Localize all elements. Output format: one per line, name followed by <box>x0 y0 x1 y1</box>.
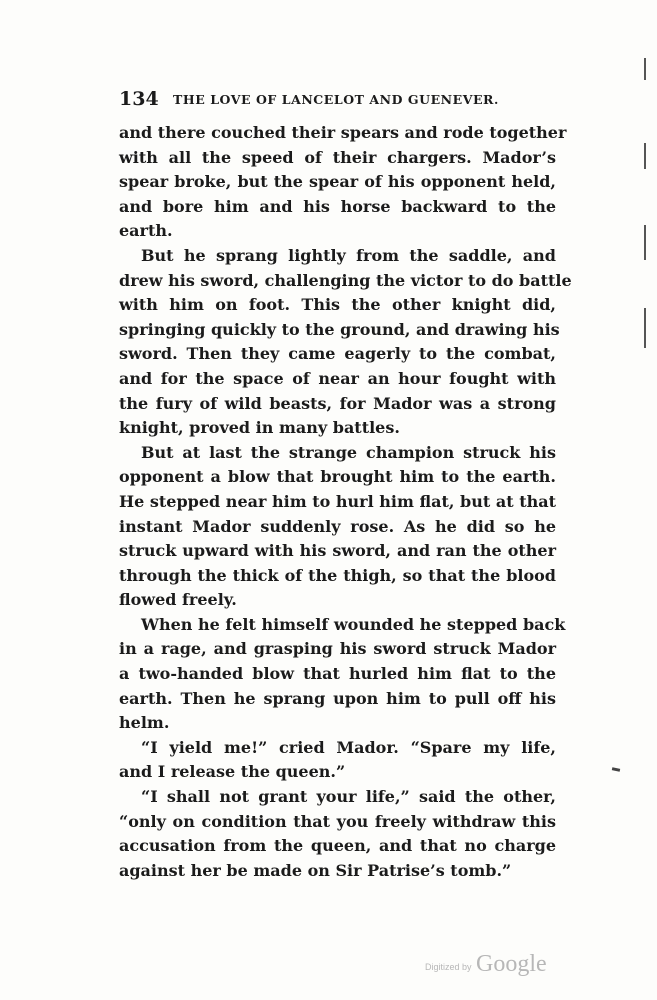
text-line: and bore him and his horse backward to the <box>119 196 556 216</box>
text-line: through the thick of the thigh, so that the blood <box>119 565 556 585</box>
text-line: He stepped near him to hurl him flat, but at that <box>119 491 556 511</box>
text-line: spear broke, but the spear of his opponent held, <box>119 172 556 192</box>
text-line: “I yield me!” cried Mador. “Spare my life, <box>141 737 556 757</box>
text-line: “only on condition that you freely withdraw this <box>119 811 556 831</box>
running-title: THE LOVE OF LANCELOT AND GUENEVER. <box>173 92 499 107</box>
text-line: the fury of wild beasts, for Mador was a strong <box>119 393 556 413</box>
body-text <box>119 121 572 883</box>
google-logo: Google <box>476 951 547 977</box>
text-line: struck upward with his sword, and ran the other <box>119 541 556 561</box>
text-line: in a rage, and grasping his sword struck Mador <box>119 639 556 659</box>
text-line: accusation from the queen, and that no charge <box>119 836 556 856</box>
text-line: opponent a blow that brought him to the earth. <box>119 467 556 487</box>
text-line: earth. <box>119 221 173 241</box>
scan-margin-mark <box>644 225 646 260</box>
scan-margin-mark <box>644 143 646 169</box>
text-line: sword. Then they came eagerly to the combat, <box>119 344 556 364</box>
scan-margin-dash <box>612 767 620 772</box>
text-line: against her be made on Sir Patrise’s tomb.” <box>119 860 512 880</box>
text-line: drew his sword, challenging the victor to do battle <box>119 270 572 290</box>
text-line: a two-handed blow that hurled him flat to the <box>119 664 556 684</box>
text-line: helm. <box>119 713 170 733</box>
scan-margin-mark <box>644 308 646 348</box>
page-number: 134 <box>119 88 159 110</box>
digitized-by-google-watermark <box>425 950 565 980</box>
watermark-small-text: Digitized by <box>425 962 472 972</box>
text-line: But he sprang lightly from the saddle, and <box>141 245 556 265</box>
text-line: and there couched their spears and rode together <box>119 123 567 142</box>
running-header <box>119 86 539 112</box>
text-line: and for the space of near an hour fought with <box>119 368 556 388</box>
text-line: When he felt himself wounded he stepped back <box>141 614 566 634</box>
scan-margin-mark <box>644 58 646 80</box>
text-line: springing quickly to the ground, and drawing his <box>119 319 560 339</box>
text-line: with all the speed of their chargers. Mador’s <box>119 147 556 167</box>
text-line: with him on foot. This the other knight did, <box>119 295 556 315</box>
text-line: “I shall not grant your life,” said the other, <box>141 787 556 807</box>
text-line: knight, proved in many battles. <box>119 418 400 438</box>
text-line: earth. Then he sprang upon him to pull off his <box>119 688 556 708</box>
text-line: But at last the strange champion struck his <box>141 442 556 462</box>
text-line: instant Mador suddenly rose. As he did so he <box>119 516 556 536</box>
text-line: and I release the queen.” <box>119 762 346 782</box>
text-line: flowed freely. <box>119 590 237 610</box>
